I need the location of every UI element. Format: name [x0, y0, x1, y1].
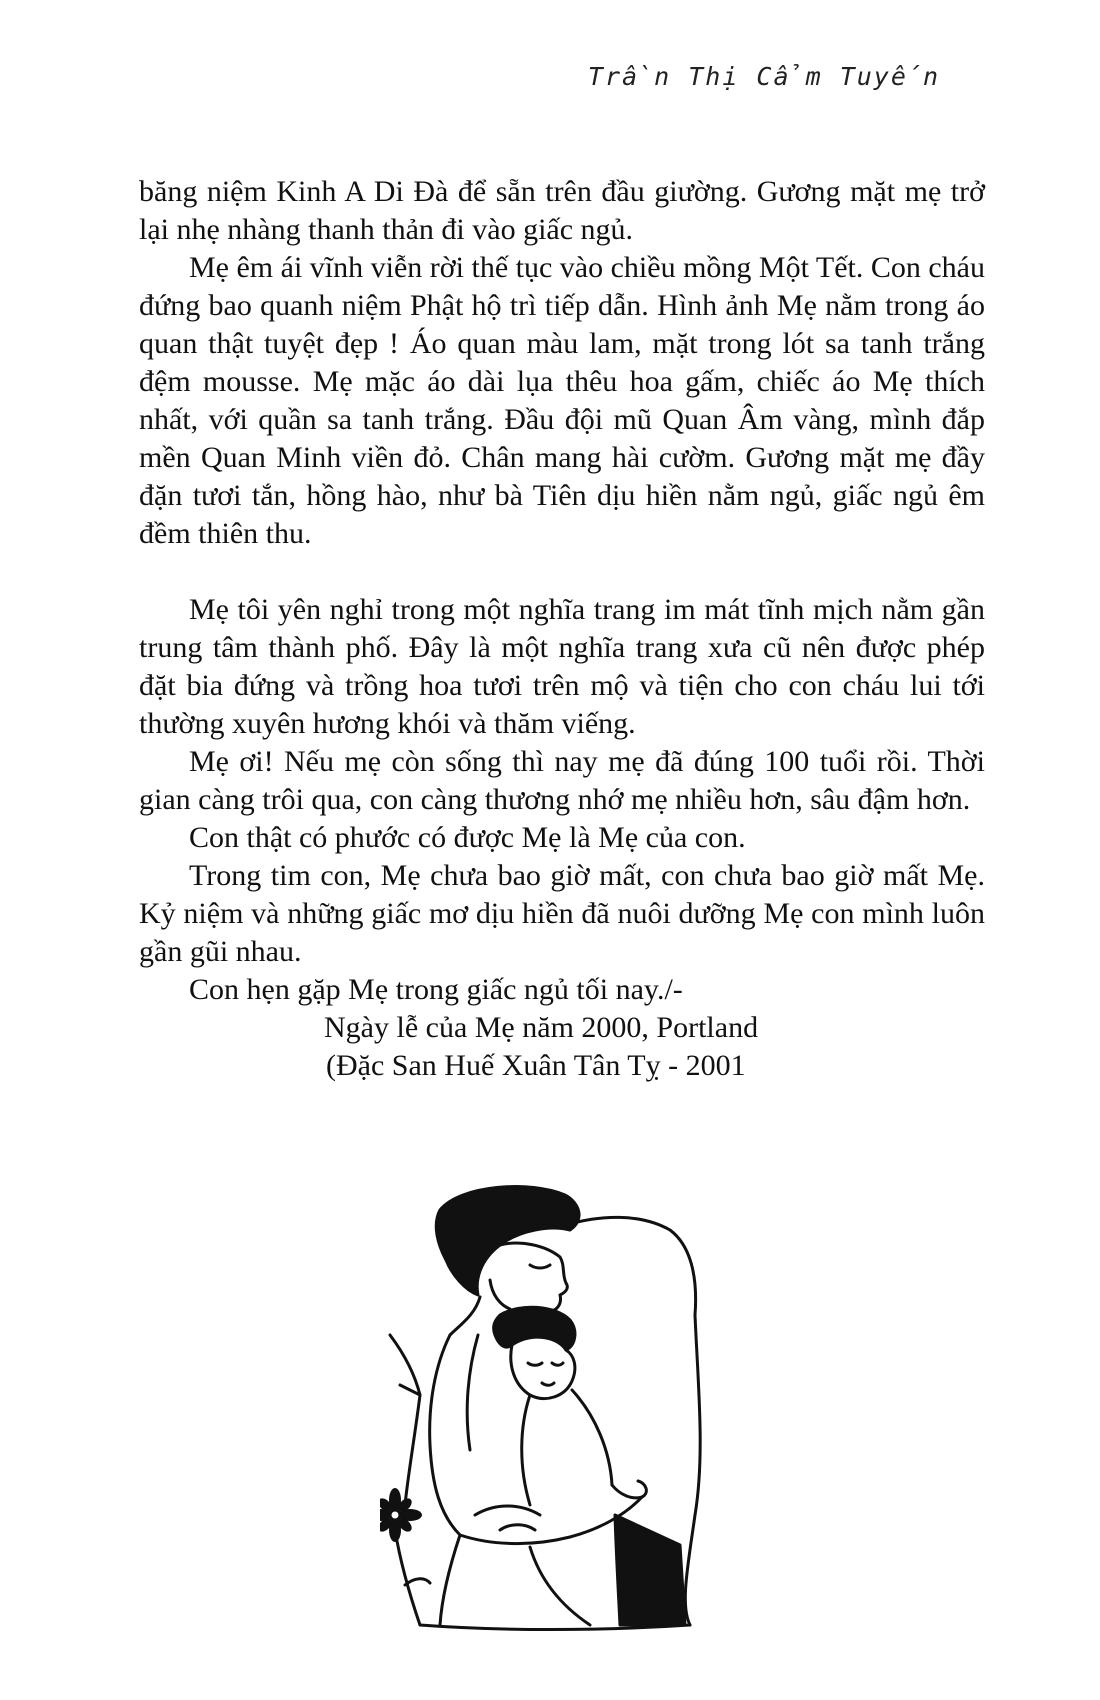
paragraph-funeral: Mẹ êm ái vĩnh viễn rời thế tục vào chiều mồng Một Tết. Con cháu đứng bao quanh niệm Phật hộ trì tiếp dẫn. Hình ảnh Mẹ nằm trong áo quan thật tuyệt đẹp ! Áo quan màu lam, mặt trong lót sa tanh trắng đệm mousse. Mẹ mặc áo dài lụa thêu hoa gấm, chiếc áo Mẹ thích nhất, với quần sa tanh trắng. Đầu đội mũ Quan Âm vàng, mình đắp mền Quan Minh viền đỏ. Chân mang hài cườm. Gương mặt mẹ đầy đặn tươi tắn, hồng hào, như bà Tiên dịu hiền nằm ngủ, giấc ngủ êm đềm thiên thu. [139, 251, 985, 550]
paragraph-100-years: Mẹ ơi! Nếu mẹ còn sống thì nay mẹ đã đúng 100 tuổi rồi. Thời gian càng trôi qua, con càng thương nhớ mẹ nhiều hơn, sâu đậm hơn. [139, 745, 985, 816]
paragraph-blessed: Con thật có phước có được Mẹ là Mẹ của con. [189, 821, 746, 854]
signature-date-place: Ngày lễ của Mẹ năm 2000, Portland [324, 1011, 759, 1044]
mother-embracing-child-drawing-icon [380, 1185, 760, 1635]
paragraph-cemetery: Mẹ tôi yên nghỉ trong một nghĩa trang im mát tĩnh mịch nằm gần trung tâm thành phố. Đây là một nghĩa trang xưa cũ nên được phép đặt bia đứng và trồng hoa tươi trên mộ và tiện cho con cháu lui tới thường xuyên hương khói và thăm viếng. [139, 593, 985, 740]
paragraph-see-you-tonight: Con hẹn gặp Mẹ trong giấc ngủ tối nay./- [189, 973, 683, 1006]
signature-source: (Đặc San Huế Xuân Tân Tỵ - 2001 [326, 1049, 746, 1082]
body-text [139, 173, 985, 1085]
paragraph-gap [139, 553, 985, 591]
paragraph-continued: băng niệm Kinh A Di Đà để sẵn trên đầu giường. Gương mặt mẹ trở lại nhẹ nhàng thanh thản đi vào giấc ngủ. [139, 175, 985, 246]
running-head-author: Trần Thị Cẩm Tuyến [587, 62, 940, 91]
paragraph-in-my-heart: Trong tim con, Mẹ chưa bao giờ mất, con chưa bao giờ mất Mẹ. Kỷ niệm và những giấc mơ dịu hiền đã nuôi dưỡng Mẹ con mình luôn gần gũi nhau. [139, 859, 985, 968]
